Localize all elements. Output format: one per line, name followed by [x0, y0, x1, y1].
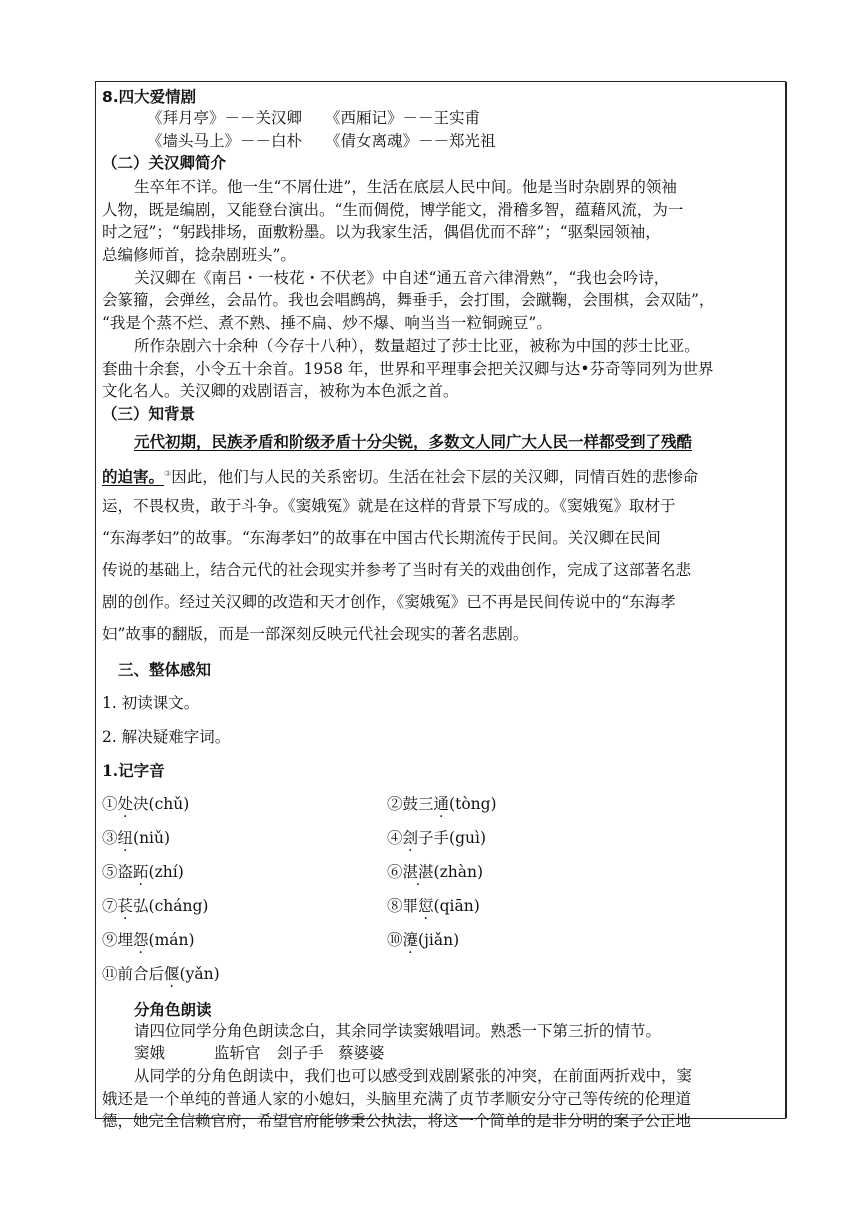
paragraph-line: 文化名人。关汉卿的戏剧语言，被称为本色派之首。: [102, 382, 459, 400]
pron-item: ②鼓三通(tòng): [387, 795, 497, 813]
pron-item: ③纽(niǔ): [102, 829, 171, 847]
paragraph-line: 运，不畏权贵，敢于斗争。《窦娥冤》就是在这样的背景下写成的。《窦娥冤》取材于: [102, 497, 676, 515]
paragraph-line: 传说的基础上，结合元代的社会现实并参考了当时有关的戏曲创作，完成了这部著名悲: [102, 561, 692, 579]
pronunciation-subtitle: 1.记字音: [102, 761, 165, 780]
paragraph-line: 生卒年不详。他一生“不屑仕进”，生活在底层人民中间。他是当时杂剧界的领袖: [134, 178, 677, 196]
column-divider: [786, 82, 787, 1118]
pron-item: ①处决(chǔ): [102, 795, 190, 813]
paragraph-line: 人物，既是编剧，又能登台演出。“生而倜傥，博学能文，滑稽多智，蕴藉风流，为一: [102, 201, 684, 219]
lesson-table: [95, 81, 786, 1130]
pron-item: ⑪前合后偃(yǎn): [102, 965, 220, 983]
footnote-marker[interactable]: ③: [164, 469, 172, 478]
underlined-key-sentence-end: 的迫害。: [102, 467, 165, 487]
role-name: 蔡婆婆: [338, 1044, 385, 1062]
paragraph-line: 妇”故事的翻版，而是一部深刻反映元代社会现实的著名悲剧。: [102, 625, 529, 643]
paragraph-line: 请四位同学分角色朗读念白，其余同学读窦娥唱词。熟悉一下第三折的情节。: [134, 1022, 662, 1040]
section-guan-intro-title: （二）关汉卿简介: [102, 153, 227, 172]
drama-item: 《拜月亭》－－关汉卿: [147, 109, 303, 127]
role-name: 刽子手: [277, 1044, 324, 1062]
drama-item: 《倩女离魂》－－郑光祖: [325, 132, 496, 150]
paragraph-line: 从同学的分角色朗读中，我们也可以感受到戏剧紧张的冲突，在前面两折戏中，窦: [134, 1067, 693, 1085]
paragraph-line: 剧的创作。经过关汉卿的改造和天才创作，《窦娥冤》已不再是民间传说中的“东海孝: [102, 593, 676, 611]
paragraph-line: 总编修师首，捻杂剧班头”。: [102, 246, 296, 264]
paragraph-line: “东海孝妇”的故事。“东海孝妇”的故事在中国古代长期流传于民间。关汉卿在民间: [102, 529, 661, 547]
pron-item: ⑥湛湛(zhàn): [387, 863, 483, 881]
drama-item: 《西厢记》－－王实甫: [325, 109, 481, 127]
paragraph-line: 娥还是一个单纯的普通人家的小媳妇，头脑里充满了贞节孝顺安分守己等传统的伦理道: [102, 1090, 692, 1108]
paragraph-line: 德，她完全信赖官府，希望官府能够秉公执法，将这一个简单的是非分明的案子公正地: [102, 1112, 692, 1130]
paragraph-line: 会篆籀，会弹丝，会品竹。我也会唱鹧鸪，舞垂手，会打围，会蹴鞠，会围棋，会双陆”，: [102, 291, 715, 309]
role-name: 监斩官: [214, 1044, 261, 1062]
paragraph-line: 套曲十余套，小令五十余首。1958 年，世界和平理事会把关汉卿与达•芬奇等同列为世界: [102, 360, 714, 378]
pron-item: ⑨埋怨(mán): [102, 931, 195, 949]
paragraph-line: 所作杂剧六十余种（今存十八种），数量超过了莎士比亚，被称为中国的莎士比亚。: [134, 337, 700, 355]
pron-item: ⑤盗跖(zhí): [102, 863, 184, 881]
paragraph-line: [102, 464, 698, 487]
step-item: 1. 初读课文。: [102, 694, 200, 712]
pron-item: ⑦苌弘(cháng): [102, 897, 209, 915]
pron-item: ⑩瀽(jiǎn): [387, 931, 460, 949]
paragraph-line: 关汉卿在《南吕・一枝花・不伏老》中自述“通五音六律滑熟”，“我也会吟诗，: [134, 269, 670, 287]
paragraph-line: “我是个蒸不烂、煮不熟、捶不扁、炒不爆、响当当一粒铜豌豆”。: [102, 314, 552, 332]
step-item: 2. 解决疑难字词。: [102, 728, 231, 746]
drama-item: 《墙头马上》－－白朴: [147, 132, 303, 150]
role-name: 窦娥: [134, 1044, 166, 1062]
section-background-title: （三）知背景: [102, 404, 196, 423]
pron-item: ④刽子手(guì): [387, 829, 487, 847]
section-overall-title: 三、整体感知: [118, 660, 212, 679]
section-love-dramas-title: 8.四大爱情剧: [102, 88, 197, 106]
section-role-reading-title: 分角色朗读: [134, 1000, 212, 1019]
underlined-key-sentence: 元代初期，民族矛盾和阶级矛盾十分尖锐，多数文人同广大人民一样都受到了残酷: [134, 432, 693, 451]
paragraph-line: 时之冠”；“躬践排场，面敷粉墨。以为我家生活，偶倡优而不辞”；“驱梨园领袖，: [102, 223, 661, 241]
pron-item: ⑧罪愆(qiān): [387, 897, 480, 915]
paragraph-text: 因此，他们与人民的关系密切。生活在社会下层的关汉卿，同情百姓的悲惨命: [171, 468, 699, 487]
